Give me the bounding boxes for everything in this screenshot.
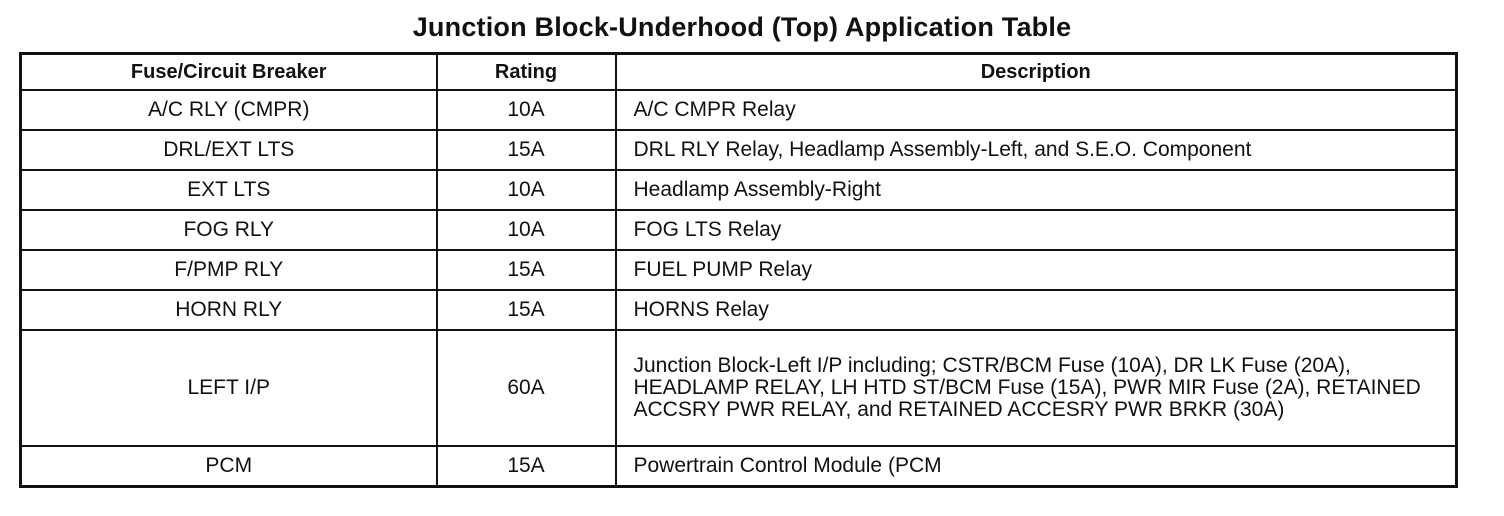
description-cell: FUEL PUMP Relay (616, 250, 1457, 290)
table-row (21, 446, 1457, 487)
table-row (21, 90, 1457, 130)
fuse-cell: LEFT I/P (21, 330, 437, 446)
table-header-row (21, 54, 1457, 91)
table-row (21, 330, 1457, 446)
application-table-container (19, 52, 1455, 488)
description-cell: Powertrain Control Module (PCM (616, 446, 1457, 487)
column-header-description: Description (616, 54, 1457, 91)
description-cell: DRL RLY Relay, Headlamp Assembly-Left, and S.E.O. Component (616, 130, 1457, 170)
table-row (21, 170, 1457, 210)
rating-cell: 10A (437, 90, 616, 130)
description-cell: A/C CMPR Relay (616, 90, 1457, 130)
fuse-cell: A/C RLY (CMPR) (21, 90, 437, 130)
fuse-cell: F/PMP RLY (21, 250, 437, 290)
table-row (21, 290, 1457, 330)
fuse-cell: HORN RLY (21, 290, 437, 330)
column-header-rating: Rating (437, 54, 616, 91)
description-cell: HORNS Relay (616, 290, 1457, 330)
rating-cell: 15A (437, 290, 616, 330)
table-row (21, 210, 1457, 250)
rating-cell: 10A (437, 170, 616, 210)
table-row (21, 250, 1457, 290)
fuse-cell: EXT LTS (21, 170, 437, 210)
rating-cell: 15A (437, 250, 616, 290)
description-cell: Headlamp Assembly-Right (616, 170, 1457, 210)
fuse-cell: FOG RLY (21, 210, 437, 250)
table-row (21, 130, 1457, 170)
application-table (19, 52, 1458, 488)
description-cell: FOG LTS Relay (616, 210, 1457, 250)
column-header-fuse: Fuse/Circuit Breaker (21, 54, 437, 91)
rating-cell: 15A (437, 130, 616, 170)
fuse-cell: DRL/EXT LTS (21, 130, 437, 170)
rating-cell: 60A (437, 330, 616, 446)
rating-cell: 10A (437, 210, 616, 250)
fuse-cell: PCM (21, 446, 437, 487)
description-cell: Junction Block-Left I/P including; CSTR/BCM Fuse (10A), DR LK Fuse (20A), HEADLAMP RELAY, LH HTD ST/BCM Fuse (15A), PWR MIR Fuse (2A), RETAINED ACCSRY PWR RELAY, and RETAINED ACCESRY PWR BRKR (30A) (616, 330, 1457, 446)
page-title: Junction Block-Underhood (Top) Application Table (412, 12, 1072, 42)
rating-cell: 15A (437, 446, 616, 487)
